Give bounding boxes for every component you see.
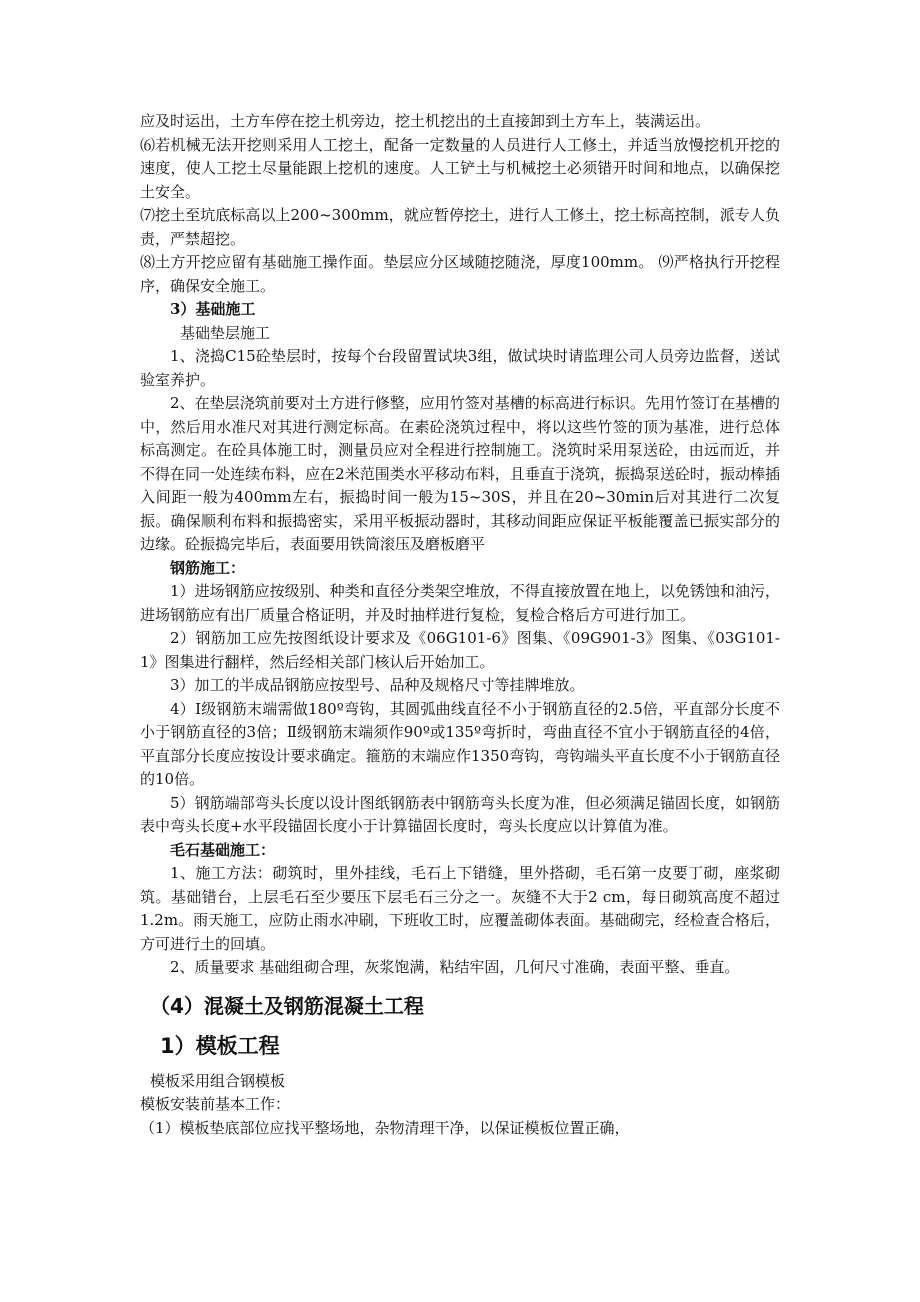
topic-heading: 毛石基础施工： [170,840,276,859]
paragraph: 1）进场钢筋应按级别、种类和直径分类架空堆放，不得直接放置在地上，以免锈蚀和油污，进场钢筋应有出厂质量合格证明，并及时抽样进行复检，复检合格后方可进行加工。 [140,582,780,624]
paragraph: （1）模板垫底部位应找平整场地，杂物清理干净，以保证模板位置正确， [140,1118,630,1137]
paragraph: 4）Ⅰ级钢筋末端需做180º弯钩，其圆弧曲线直径不小于钢筋直径的2.5倍，平直部分长度不小于钢筋直径的3倍；Ⅱ级钢筋末端须作90º或135º弯折时，弯曲直径不宜小于钢筋直径的4倍，平直部分长度应按设计要求确定。箍筋的末端应作1350弯钩，弯钩端头平直长度不小于钢筋直径的10倍。 [140,699,780,788]
section-heading: （4）混凝土及钢筋混凝土工程 [150,993,424,1018]
topic-heading: 3）基础施工 [170,300,256,318]
paragraph: 2）钢筋加工应先按图纸设计要求及《06G101-6》图集、《09G901-3》图集、《03G101-1》图集进行翻样，然后经相关部门核认后开始加工。 [140,629,780,671]
paragraph: 1、施工方法：砌筑时，里外挂线，毛石上下错缝，里外搭砌，毛石第一皮要丁砌，座浆砌筑。基础错台，上层毛石至少要压下层毛石三分之一。灰缝不大于2 cm，每日砌筑高度不超过1.2m。雨天施工，应防止雨水冲刷，下班收工时，应覆盖砌体表面。基础砌完，经检查合格后，方可进行土的回填。 [140,864,780,953]
paragraph: 模板采用组合钢模板 [150,1071,286,1090]
paragraph: 基础垫层施工 [180,323,271,342]
paragraph: ⑻土方开挖应留有基础施工操作面。垫层应分区域随挖随浇，厚度100mm。 ⑼严格执行开挖程序，确保安全施工。 [140,253,780,295]
paragraph: ⑹若机械无法开挖则采用人工挖土，配备一定数量的人员进行人工修土，并适当放慢挖机开挖的速度，使人工挖土尽量能跟上挖机的速度。人工铲土与机械挖土必须错开时间和地点，以确保挖土安全。 [140,135,780,201]
paragraph: 3）加工的半成品钢筋应按型号、品种及规格尺寸等挂牌堆放。 [170,676,585,694]
document-body [140,110,780,1140]
paragraph: 1、浇捣C15砼垫层时，按每个台段留置试块3组，做试块时请监理公司人员旁边监督，送试验室养护。 [140,347,780,389]
paragraph: 5）钢筋端部弯头长度以设计图纸钢筋表中钢筋弯头长度为准，但必须满足锚固长度，如钢筋表中弯头长度+水平段锚固长度小于计算锚固长度时，弯头长度应以计算值为准。 [140,793,780,835]
paragraph: 2、质量要求 基础组砌合理，灰浆饱满，粘结牢固，几何尺寸准确，表面平整、垂直。 [170,958,740,976]
topic-heading: 钢筋施工： [170,558,246,577]
paragraph: 2、在垫层浇筑前要对土方进行修整，应用竹签对基槽的标高进行标识。先用竹签订在基槽的中，然后用水准尺对其进行测定标高。在素砼浇筑过程中，将以这些竹签的顶为基准，进行总体标高测定。在砼具体施工时，测量员应对全程进行控制施工。浇筑时采用泵送砼，由远而近，并不得在同一处连续布料，应在2米范围类水平移动布料，且垂直于浇筑，振捣泵送砼时，振动棒插入间距一般为400mm左右，振捣时间一般为15~30S，并且在20~30min后对其进行二次复振。确保顺利布料和振捣密实，采用平板振动器时，其移动间距应保证平板能覆盖已振实部分的边缘。砼振捣完毕后，表面要用铁筒滚压及磨板磨平 [140,394,780,553]
paragraph: ⑺挖土至坑底标高以上200~300mm，就应暂停挖土，进行人工修土，挖土标高控制，派专人负责，严禁超挖。 [140,206,780,248]
paragraph: 模板安装前基本工作： [140,1095,291,1113]
paragraph: 应及时运出，土方车停在挖土机旁边，挖土机挖出的土直接卸到土方车上，装满运出。 [140,112,711,130]
subsection-heading: 1）模板工程 [160,1033,280,1058]
